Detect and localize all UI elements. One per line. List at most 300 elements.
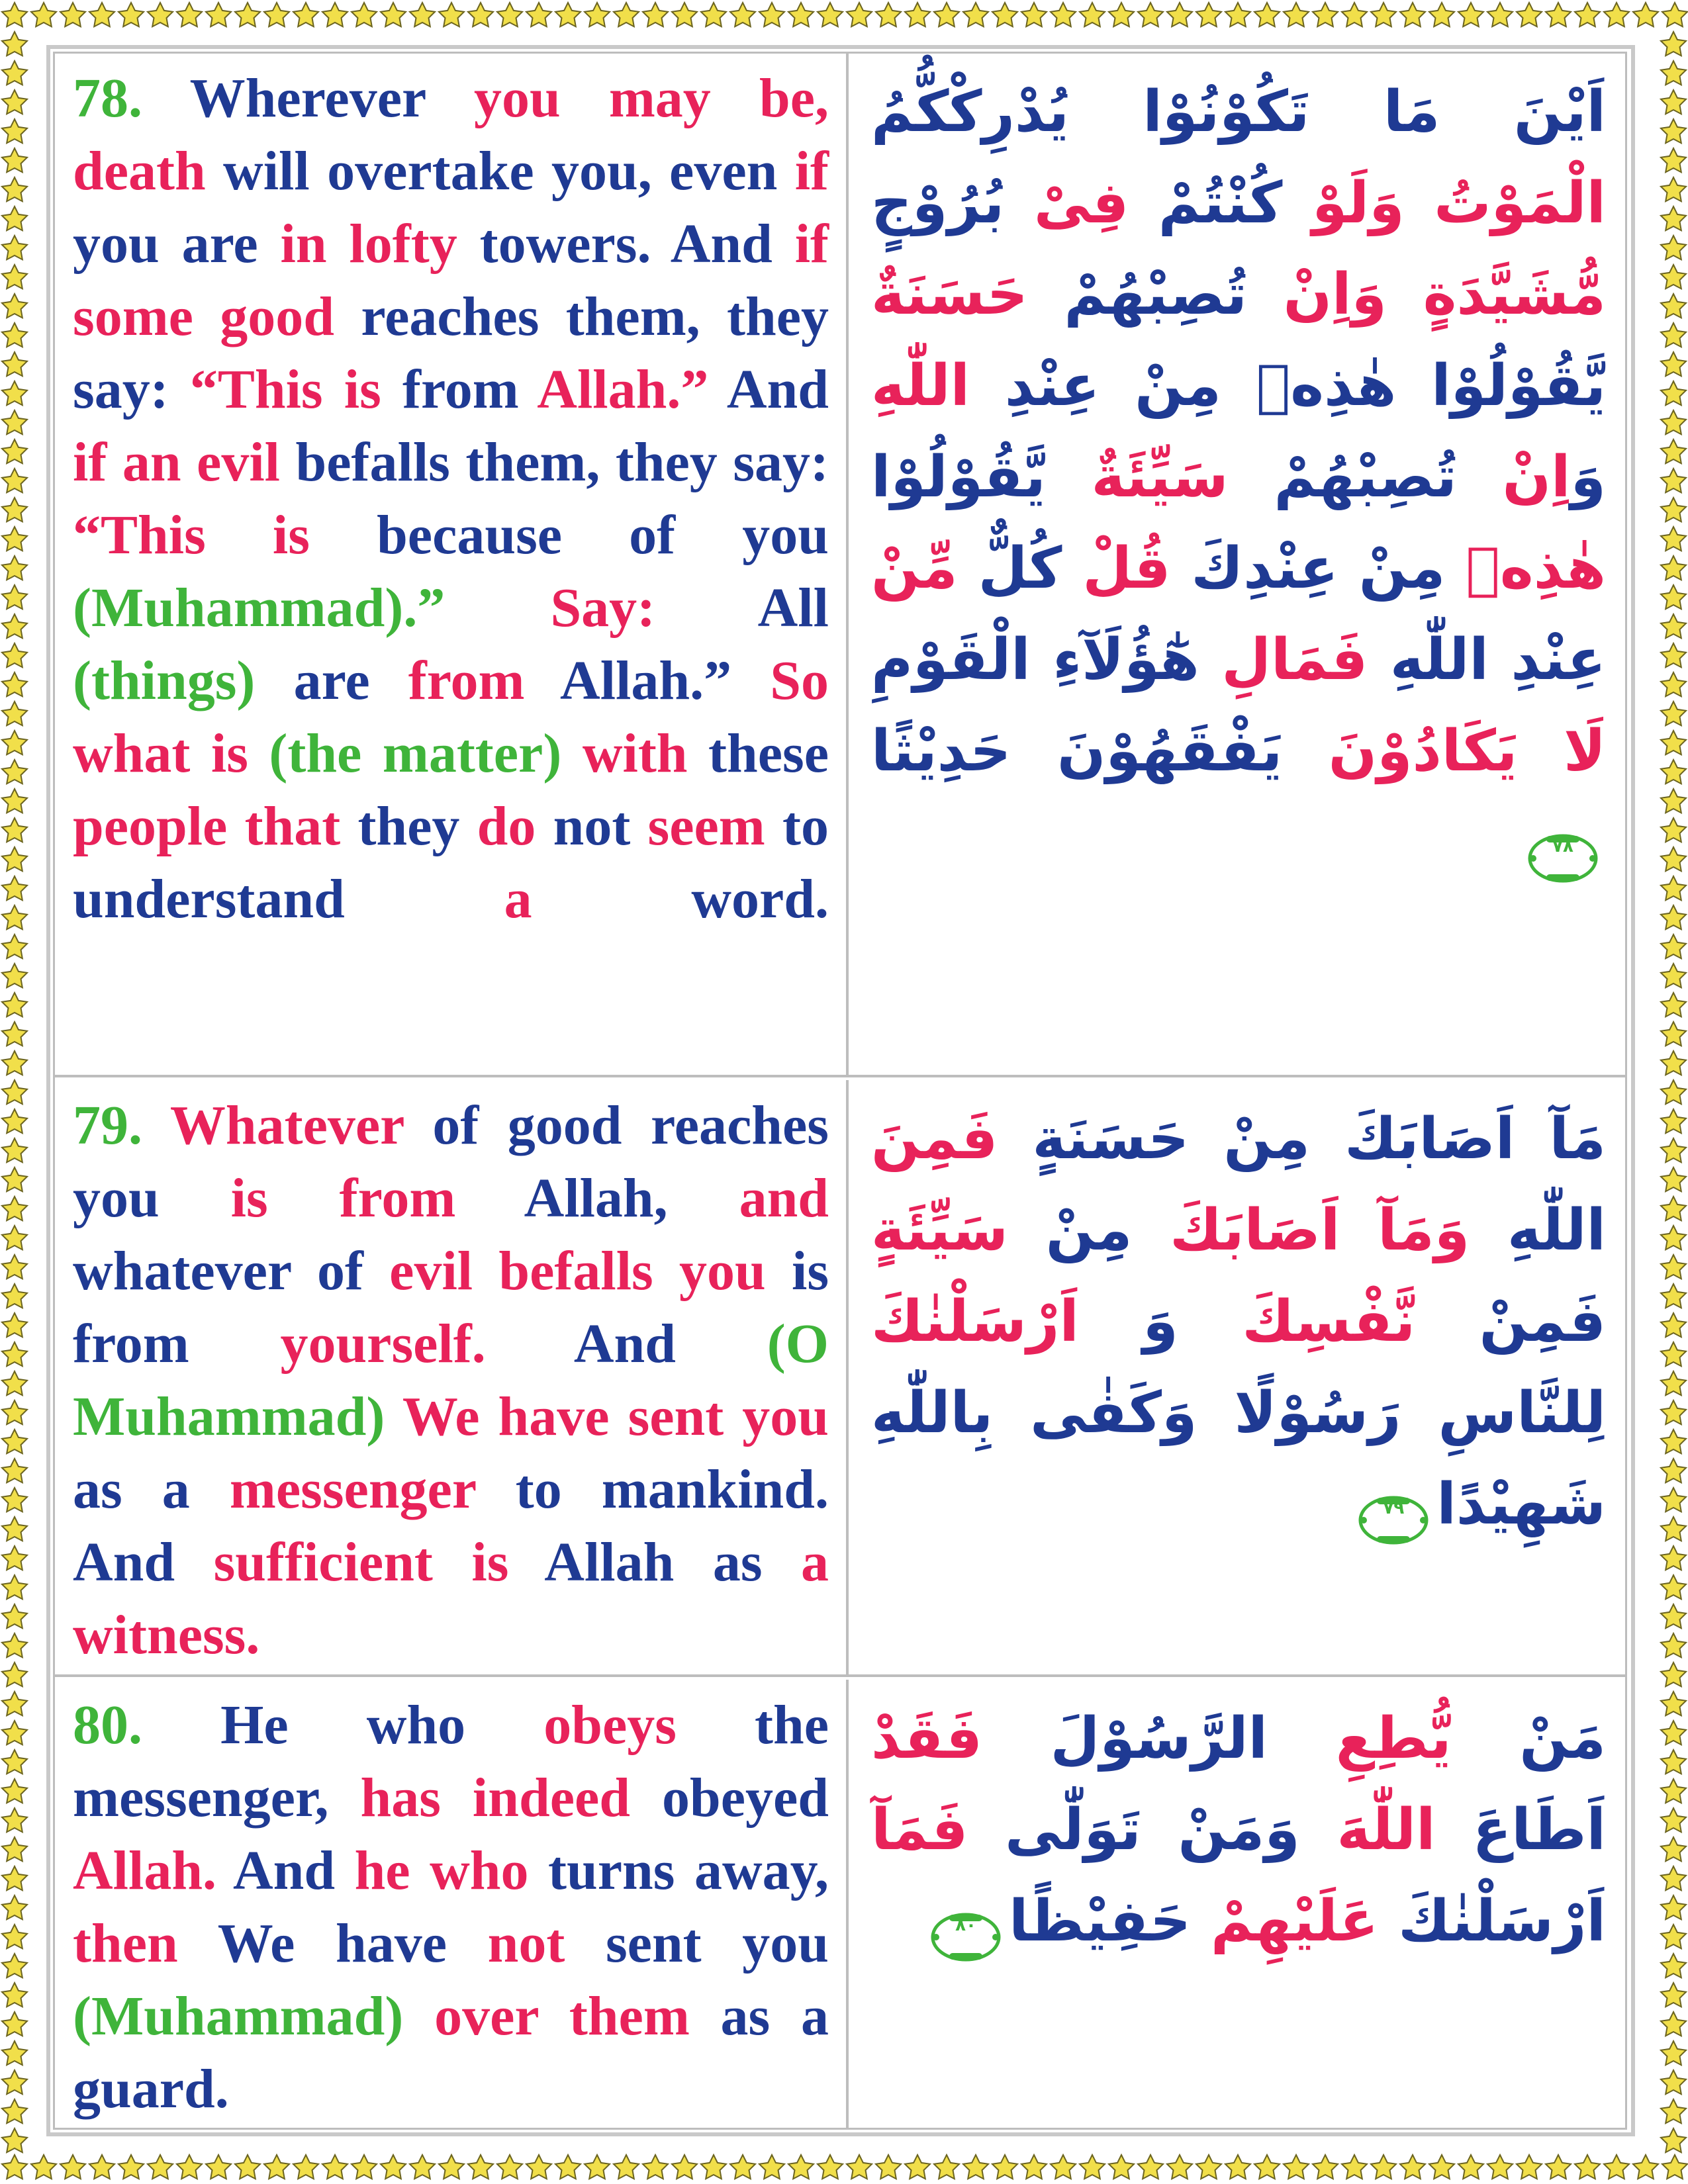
translation-segment: befalls you [473,1240,766,1302]
border-star [1021,3,1047,26]
border-star [2,148,27,172]
border-star [31,3,56,26]
translation-segment: Whatever [142,1095,404,1156]
border-star [672,2155,697,2179]
border-star [1661,1866,1686,1890]
border-star [1661,1604,1686,1628]
border-star [2,934,27,958]
translation-segment: (things) [73,650,256,711]
border-star [1575,2155,1600,2179]
arabic-segment: مِّنْ [871,535,958,602]
border-star [2,1167,27,1191]
border-star [235,2155,260,2179]
border-star [1051,3,1076,26]
border-star [177,2155,202,2179]
arabic-segment: وَ [1570,444,1606,510]
border-star [1661,352,1686,376]
translation-segment: (Muhammad) [73,1985,404,2047]
translation-segment: are [255,650,408,711]
border-star [934,3,959,26]
border-star [1661,32,1686,56]
border-star [1138,2155,1163,2179]
border-star [264,3,289,26]
translation-segment: word. [532,868,829,930]
translation-segment: he who [354,1840,529,1901]
border-star [2,236,27,259]
border-star [2,1866,27,1890]
border-star [381,3,406,26]
border-star [31,2155,56,2179]
border-star [1661,1575,1686,1599]
border-star [1661,1167,1686,1191]
border-star [1371,2155,1396,2179]
border-star [1661,1925,1686,1948]
border-star [1196,2155,1221,2179]
verse-row-78 [54,53,1626,1077]
border-star [2,1226,27,1250]
translation-segment: seem [647,796,765,857]
border-star [1167,3,1192,26]
border-star [672,3,697,26]
translation-segment: Say: [445,577,656,639]
translation-segment: the messenger, [73,1694,829,1829]
translation-segment: 79. [73,1095,142,1156]
border-star [2,1313,27,1337]
border-star [2,2012,27,2036]
border-star [1546,3,1571,26]
translation-segment: you may be, death [73,68,829,202]
border-star [1575,3,1600,26]
arabic-segment: مِنْ عِنْدِكَ [1170,535,1466,602]
border-star [1661,1983,1686,2007]
border-star [1400,3,1425,26]
translation-segment: 80. [73,1694,142,1756]
border-star [2,2041,27,2065]
translation-segment: if an evil [73,432,281,493]
border-star [1080,2155,1105,2179]
border-star [264,2155,289,2179]
border-star [1661,1895,1686,1919]
border-star [1661,498,1686,522]
border-star [60,3,85,26]
ayah-number: ٨٠ [955,1915,976,1935]
border-star [1661,381,1686,405]
border-star [1661,2128,1686,2152]
border-star [1661,148,1686,172]
translation-segment: We have [177,1913,488,1974]
border-star [1661,177,1686,201]
border-star [2,32,27,56]
border-star [1661,731,1686,754]
border-star [1661,469,1686,492]
border-star [2,818,27,842]
border-star [2,964,27,987]
arabic-segment: هٰذِهٖ [1466,535,1607,602]
border-star [1661,2070,1686,2094]
border-star [2,1633,27,1657]
arabic-segment: بُرُوْجٍ [871,170,1034,236]
ayah-number: ٧٨ [1552,836,1573,856]
translation-segment: (Muhammad).” [73,577,445,639]
verse-row-80 [54,1680,1626,2128]
border-star [1254,3,1280,26]
border-star [1661,1662,1686,1686]
border-star [643,3,668,26]
border-star [1604,2155,1629,2179]
border-star [1661,2012,1686,2036]
translation-segment: people that [73,796,341,857]
translation-segment: has indeed [360,1767,630,1829]
translation-segment: with [561,723,709,784]
border-star [2,1604,27,1628]
border-star [1661,993,1686,1017]
border-star [2,1488,27,1512]
translation-segment: as a guard. [73,1985,829,2120]
border-star [118,2155,144,2179]
border-star [759,3,784,26]
border-star [1661,1459,1686,1482]
translation-segment: sufficient is [213,1531,509,1593]
translation-segment: from [381,359,538,420]
border-star [1661,1109,1686,1133]
border-star [2,410,27,434]
border-star [1661,265,1686,289]
border-star [439,2155,464,2179]
border-star [1661,614,1686,638]
arabic-segment: نَّفْسِكَ [1242,1289,1416,1355]
translation-segment: is from [230,1167,456,1229]
border-star [1225,2155,1250,2179]
border-star [2,1954,27,1978]
border-star [118,3,144,26]
arabic-segment: اَرْسَلْنٰكَ [871,1289,1079,1355]
translation-segment: if [794,140,829,202]
translation-segment: “This is [73,504,310,566]
border-star [468,2155,493,2179]
arabic-segment: لِلنَّاسِ رَسُوْلًا وَكَفٰى بِاللّٰهِ شَهِيْدًا [871,1380,1606,1537]
border-star [1661,2041,1686,2065]
border-star [2,1692,27,1715]
border-star [1661,1080,1686,1104]
translation-segment: evil [389,1240,473,1302]
border-star [1284,3,1309,26]
arabic-segment: مِنْ [1008,1197,1170,1263]
border-star [2,876,27,900]
border-star [1661,294,1686,318]
border-star [2,1255,27,1279]
border-star [1167,2155,1192,2179]
translation-segment: And [708,359,829,420]
translation-segment: towers. And [457,213,795,275]
border-star [2,1837,27,1861]
border-star [410,3,435,26]
translation-segment: 78. [73,68,142,129]
ayah-number-marker [1357,1482,1430,1535]
translation-segment: and [739,1167,829,1229]
border-star [2,993,27,1017]
border-star [2,1109,27,1133]
border-star [2,1925,27,1948]
arabic-segment: هٰٓؤُلَآءِ الْقَوْمِ [871,627,1222,693]
border-star [1342,2155,1367,2179]
border-star [2,1808,27,1832]
border-star [1109,2155,1134,2179]
border-star [2,1197,27,1220]
translation-segment: because of you [309,504,829,566]
border-star [2,439,27,463]
arabic-text [851,53,1626,1075]
border-star [206,2155,231,2179]
arabic-segment: فَمِنْ [1415,1289,1606,1355]
arabic-segment: يَفْقَهُوْنَ حَدِيْثًا [871,718,1329,784]
translation-segment: befalls them, they say: [280,432,829,493]
border-star [818,3,843,26]
border-star [643,2155,668,2179]
arabic-segment: وَمَآ اَصَابَكَ [1170,1197,1470,1263]
border-star [468,3,493,26]
border-star [2,381,27,405]
border-star [1661,236,1686,259]
border-star [177,3,202,26]
border-star [1661,934,1686,958]
border-star [788,3,814,26]
arabic-segment: فَمِنَ [871,1106,998,1172]
border-star [2,177,27,201]
border-star [2,294,27,318]
border-star [2,265,27,289]
border-star [89,3,115,26]
translation-segment: All [655,577,829,639]
translation-segment: will overtake you, even [205,140,795,202]
border-star [2,1662,27,1686]
translation-segment: Allah.” [537,359,709,420]
border-star [2,1051,27,1075]
translation-segment: of good reaches you [73,1095,829,1229]
border-star [1429,2155,1454,2179]
border-star [585,2155,610,2179]
arabic-segment: مُّشَيَّدَةٍ وَاِنْ [1283,261,1606,328]
translation-segment: they [340,796,477,857]
translation-segment: is from [73,1240,829,1375]
border-star [206,3,231,26]
translation-segment: Allah, [455,1167,739,1229]
border-star [1661,1138,1686,1162]
border-star [1109,3,1134,26]
border-star [2,119,27,143]
border-star [2,672,27,696]
border-star [847,2155,872,2179]
border-star [1661,847,1686,871]
border-star [2,1895,27,1919]
border-star [2,1983,27,2007]
border-star [876,2155,901,2179]
border-star [788,2155,814,2179]
arabic-segment: سَيِّئَةٍ [871,1197,1008,1263]
translation-segment: not [536,796,648,857]
border-star [1661,1313,1686,1337]
border-star [497,3,522,26]
border-star [1661,119,1686,143]
border-star [1661,1692,1686,1715]
border-star [1313,2155,1338,2179]
arabic-text [851,1680,1626,2128]
border-star [2,2128,27,2152]
border-star [2,90,27,114]
translation-segment: (the matter) [248,723,562,784]
border-star [701,2155,726,2179]
border-star [2,61,27,85]
border-star [876,3,901,26]
border-star [2,1080,27,1104]
ayah-number: ٧٩ [1383,1498,1405,1518]
translation-segment: if some good [73,213,829,347]
border-star [2,469,27,492]
border-star [1021,2155,1047,2179]
border-star [555,2155,581,2179]
translation-segment: then [73,1913,178,1974]
border-star [2,847,27,871]
border-star [1661,556,1686,580]
border-star [1313,3,1338,26]
arabic-segment: فِىْ [1033,170,1129,236]
border-star [2,702,27,725]
border-star [410,2155,435,2179]
border-star [1661,323,1686,347]
border-star [2,1342,27,1366]
translation-segment: from [408,650,525,711]
border-star [2,1750,27,1774]
translation-segment: messenger [229,1459,476,1520]
border-star [1661,702,1686,725]
arabic-segment: قُلْ [1082,535,1171,602]
arabic-segment: حَسَنَةٌ [871,261,1028,328]
border-star [1225,3,1250,26]
arabic-segment: يُّطِعِ [1335,1706,1452,1772]
translation-segment: Allah. [73,1840,217,1901]
translation-segment: sent you [565,1913,829,1974]
border-star [148,3,173,26]
arabic-segment: اِنْ [1502,444,1571,510]
border-star [381,2155,406,2179]
border-star [2,1400,27,1424]
border-star [1661,1342,1686,1366]
translation-segment: Allah.” [524,650,771,711]
border-star [1284,2155,1309,2179]
verse-row-79 [54,1080,1626,1677]
border-star [1633,3,1658,26]
translation-segment: as a [73,1459,230,1520]
translation-segment: these [708,723,829,784]
english-translation [54,1080,849,1674]
translation-segment: (O Muhammad) [73,1313,829,1447]
arabic-segment: اللّٰهِ [1470,1197,1606,1263]
border-star [2,556,27,580]
border-star [2,1022,27,1046]
border-star [89,2155,115,2179]
border-star [1487,3,1513,26]
arabic-segment: تُصِبْهُمْ [1228,444,1503,510]
border-star [1661,789,1686,813]
translation-segment: a witness. [73,1531,829,1666]
border-star [293,3,318,26]
border-star [934,2155,959,2179]
arabic-segment: اللّٰهَ [1336,1797,1436,1863]
border-star [60,2155,85,2179]
border-star [2,1721,27,1745]
arabic-segment: اَيْنَ مَا تَكُوْنُوْا يُدْرِكْكُّمُ [871,79,1606,145]
arabic-segment: عِنْدِ اللّٰهِ [1368,627,1606,693]
border-star [614,3,639,26]
border-star [963,2155,988,2179]
translation-segment: reaches them, they say: [73,286,829,420]
border-star [2,789,27,813]
border-star [526,2155,551,2179]
arabic-segment: وَمَنْ تَوَلّٰى [968,1797,1337,1863]
border-star [1661,905,1686,929]
border-star [2,1284,27,1308]
border-star [1138,3,1163,26]
border-star [1661,1400,1686,1424]
border-star [992,3,1017,26]
border-star [1661,1255,1686,1279]
border-star [1371,3,1396,26]
border-star [1458,2155,1483,2179]
border-star [293,2155,318,2179]
border-star [1604,3,1629,26]
arabic-text [851,1080,1626,1674]
translation-segment: to understand [73,796,829,930]
arabic-segment: مَآ اَصَابَكَ مِنْ حَسَنَةٍ [998,1106,1606,1172]
arabic-segment: اَرْسَلْنٰكَ [1378,1888,1606,1954]
arabic-segment: اللّٰهِ [871,353,970,419]
border-star [2,1138,27,1162]
border-star [2,614,27,638]
border-star [2,3,27,26]
border-star [1661,90,1686,114]
translation-segment: yourself. [280,1313,486,1375]
border-star [1661,2099,1686,2123]
border-star [352,3,377,26]
border-star [701,3,726,26]
border-star [2,527,27,551]
english-translation [54,53,849,1075]
border-star [1633,2155,1658,2179]
border-star [2,1371,27,1395]
translation-segment: obeys [543,1694,677,1756]
border-star [1661,1430,1686,1453]
arabic-segment: عَلَيْهِمْ [1211,1888,1379,1954]
translation-segment: turns away, [528,1840,829,1901]
border-star [2,206,27,230]
border-star [2,731,27,754]
translation-segment: a [504,868,532,930]
border-star [1517,2155,1542,2179]
border-star [1661,818,1686,842]
border-star [1662,3,1687,26]
border-star [2,2099,27,2123]
border-star [1661,1633,1686,1657]
border-star [322,3,348,26]
border-star [1661,61,1686,85]
border-star [1661,527,1686,551]
arabic-segment: سَيِّئَةٌ [1091,444,1229,510]
border-star [1661,585,1686,609]
border-star [1661,439,1686,463]
border-star [1517,3,1542,26]
arabic-segment: فَمَآ [871,1797,968,1863]
arabic-segment: كُلٌّ [957,535,1083,602]
border-star [2,760,27,784]
